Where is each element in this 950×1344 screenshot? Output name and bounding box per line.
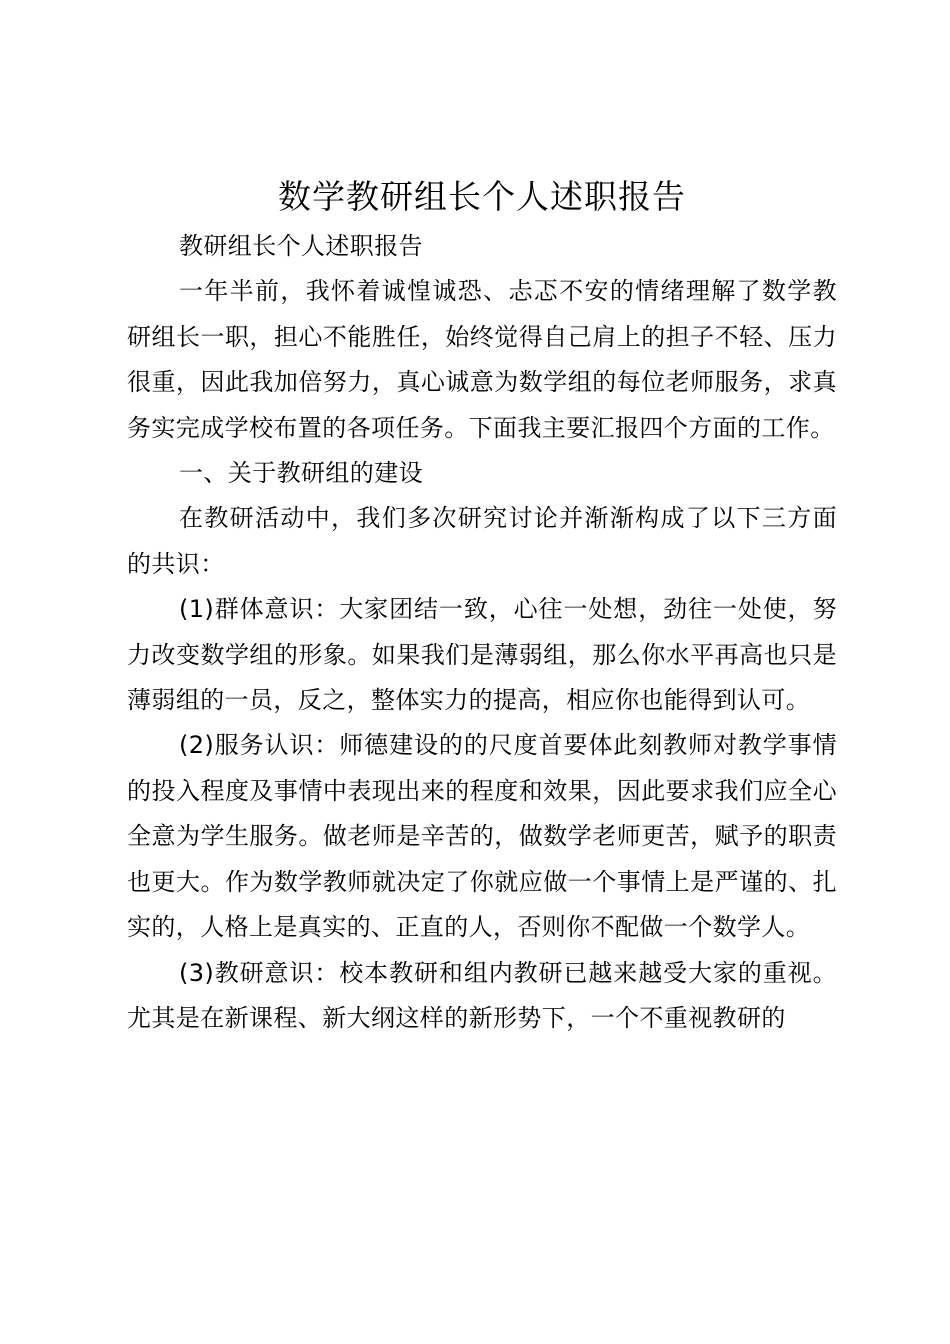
document-title: 数学教研组长个人述职报告 [278, 177, 686, 216]
paragraph-group-awareness: (1)群体意识：大家团结一致，心往一处想，劲往一处使，努力改变数学组的形象。如果我们是薄弱组，那么你水平再高也只是薄弱组的一员，反之，整体实力的提高，相应你也能得到认可。 [127, 595, 837, 715]
section-heading-1: 一、关于教研组的建设 [179, 459, 423, 488]
document-subtitle: 教研组长个人述职报告 [179, 232, 423, 260]
paragraph-service-awareness: (2)服务认识：师德建设的的尺度首要体此刻教师对教学事情的投入程度及事情中表现出来的程度和效果，因此要求我们应全心全意为学生服务。做老师是辛苦的，做数学老师更苦，赋予的职责也更大。作为数学教师就决定了你就应做一个事情上是严谨的、扎实的，人格上是真实的、正直的人，否则你不配做一个数学人。 [127, 731, 837, 942]
paragraph-intro: 一年半前，我怀着诚惶诚恐、忐忑不安的情绪理解了数学教研组长一职，担心不能胜任，始终觉得自己肩上的担子不轻、压力很重，因此我加倍努力，真心诚意为数学组的每位老师服务，求真务实完成学校布置的各项任务。下面我主要汇报四个方面的工作。 [127, 277, 837, 442]
paragraph-research-awareness: (3)教研意识：校本教研和组内教研已越来越受大家的重视。尤其是在新课程、新大纲这样的新形势下，一个不重视教研的 [127, 958, 837, 1032]
document-page [127, 172, 837, 1041]
paragraph-consensus: 在教研活动中，我们多次研究讨论并渐渐构成了以下三方面的共识： [127, 504, 837, 578]
